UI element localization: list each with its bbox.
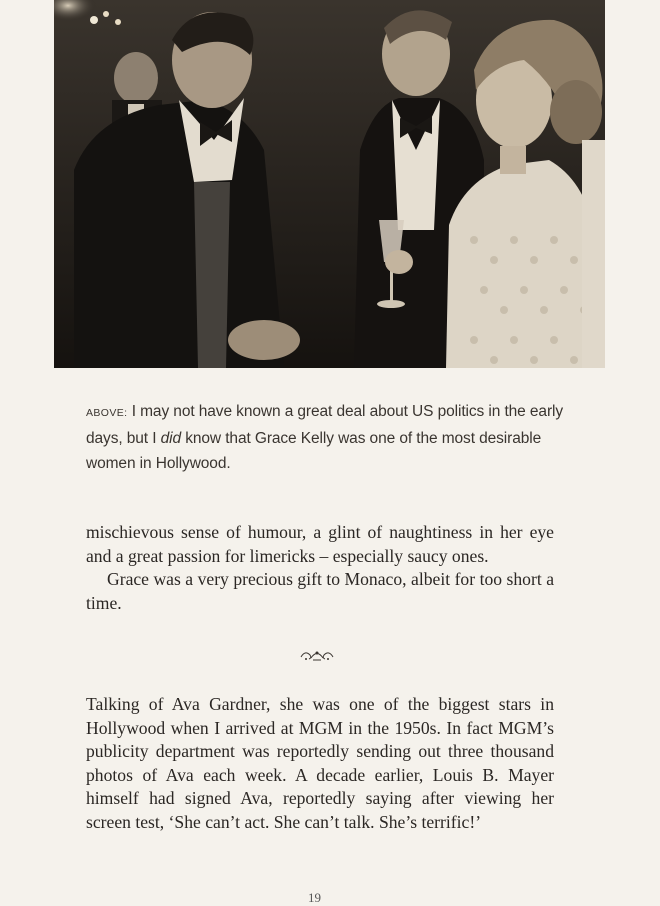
ornament-divider-icon — [299, 647, 335, 663]
page-number: 19 — [308, 890, 321, 905]
body-text-lower — [86, 693, 554, 835]
paragraph-3: Talking of Ava Gardner, she was one of the biggest stars in Hollywood when I arrived at MGM in the 1950s. In fact MGM’s publicity department was reportedly sending out three thousand photos of Ava each week. A decade earlier, Louis B. Mayer himself had signed Ava, reportedly saying after viewing her screen test, ‘She can’t act. She can’t talk. She’s terrific!’ — [86, 694, 554, 832]
paragraph-2: Grace was a very precious gift to Monaco, albeit for too short a time. — [86, 569, 554, 613]
caption-text-start: I may not have known a great deal about US politics in the early days, but I — [86, 403, 564, 447]
body-text-upper — [86, 521, 554, 615]
paragraph-1: mischievous sense of humour, a glint of naughtiness in her eye and a great passion for limericks – especially saucy ones. — [86, 522, 554, 566]
photograph-icon — [54, 0, 605, 368]
photograph — [54, 0, 605, 368]
caption-italic-word: did — [160, 430, 182, 447]
caption-text-end: know that Grace Kelly was one of the most desirable women in Hollywood. — [86, 430, 542, 472]
photo-caption — [86, 399, 576, 476]
caption-label: ABOVE: — [86, 407, 128, 419]
